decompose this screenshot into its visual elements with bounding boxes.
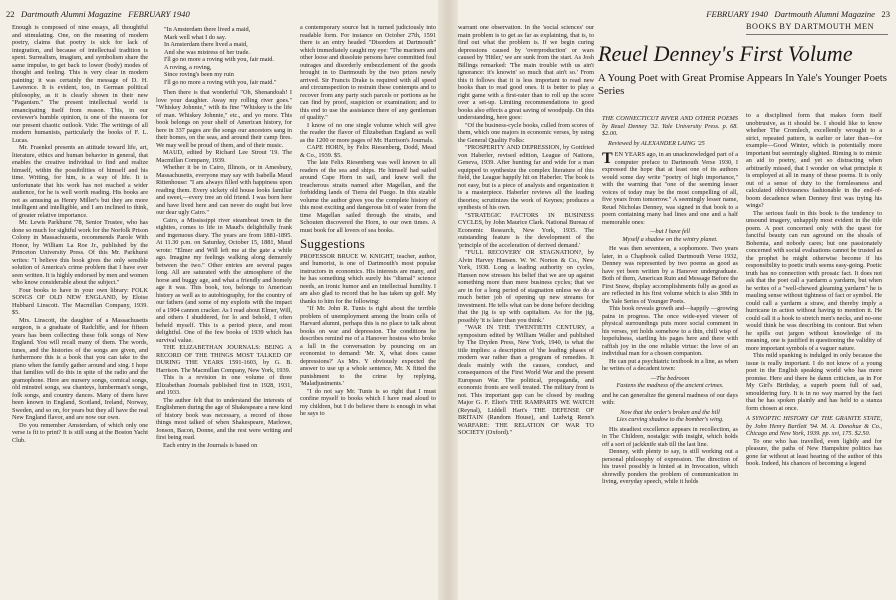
paragraph: "Of the business-cycle books, culled from scores of them, which one majors in economic verses, by using the General Quality Folks: <box>458 121 594 144</box>
reviewer-credit: Reviewed by ALEXANDER LAING '25 <box>608 139 705 147</box>
feature-title: Reuel Denney's First Volume <box>598 41 853 66</box>
feature-subtitle: A Young Poet with Great Promise Appears In Yale's Younger Poets Series <box>598 72 887 97</box>
paragraph: warrant one observation. In the 'social sciences' our main problem is to get as far as explaining, that is, to find out what the problem is. If we begin curing depressions caused by 'overproduction' or wars caused by 'Hitler,' we are sunk from the start. As Josh Billings remarked: 'The main trouble with us ain't ignorance: it's knowin' so much that ain't so.' From this it follows that it is less important to read new books than to read good ones. It is better to play a right game with a first-rater than to roll up the score over a set-up. Limiting recommendations to good books also effects a great saving of woodpulp. On this understanding, here goes: <box>458 24 594 121</box>
left-column-2 <box>156 24 292 594</box>
paragraph: This book reveals growth and—happily —growing pains in progress. The once wide-eyed viewer of physical surroundings puts more social comment in his verses, yet holds somehow to a thin, chill wisp of hopefulness, startling his pages here and there with raffish joy in the one reliable virtue: the love of an individual man for a chosen companion. <box>602 305 738 357</box>
paragraph: "WAR IN THE TWENTIETH CENTURY, a symposium edited by William Waller and published by The Dryden Press, New York, 1940, is what the title implies: a description of 'the leading phases of modern war rather than a program of remedies. It deals mainly with the causes, conduct, and consequences of the First World War and the present European War. The political, propaganda, and economic fronts are well treated. The military front is not. This important gap can be closed by reading Major G. F. Eliot's THE RAMPARTS WE WATCH (Reynal), Liddell Hart's THE DEFENSE OF BRITAIN (Random House), and Ludwig Renn's WARFARE: THE RELATION OF WAR TO SOCIETY (Oxford)." <box>458 324 594 436</box>
right-page <box>458 0 896 600</box>
paragraph: Mr. Lewis Parkhurst '78, Senior Trustee, who has done so much for sightful work for the Norfolk Prison Colony in Massachusetts, recommends Parole With Honor, by William La Roe Jr., published by the Princeton University Press. Of this Mr. Parkhurst writes: "I believe this book gives the only sensible solution of America's crime problem that I have ever seen written. It is highly endorsed by men and women who know considerable about the subject." <box>12 219 148 286</box>
section-heading: BOOKS BY DARTMOUTH MEN <box>746 22 888 35</box>
paragraph <box>602 151 738 226</box>
paragraph: This mild spanking is indulged in only because the issue is really important. I do not know of a young poet in the English speaking world who has more promise. Here and there he damn criticism, as in For My Girl's Birthday, a superb poem full of sad, smouldering fury. It is in no way marred by the fact that he has spoken plainly and has held to a stanza form chosen at once. <box>746 352 882 412</box>
paragraph: Then there is that wonderful "Oh, Shenandoah! I love your daughter. Away my rolling river goes." "Whiskey Johnnie," with its fine "Whiskey is the life of man. Whiskey Johnnie," etc., and yo more. This book belongs on your shelf of American history, for here in 337 pages are the songs our ancestors sang in their homes, on the seas, and around their camp fires. We may well be proud of them, and of their music. <box>156 89 292 149</box>
paragraph: The author felt that to understand the interests of Englishmen during the age of Shakespeare a new kind of history book was necessary, a record of those things most talked of when Shakespeare, Marlowe, Jonson, Bacon, Donne, and the rest were writing and first being read. <box>156 396 292 441</box>
running-head-left <box>6 9 190 19</box>
paragraph: "STRATEGIC FACTORS IN BUSINESS CYCLES, by John Maurice Clark. National Bureau of Economic Research, New York, 1935. The outstanding feature is the development of the 'principle of the acceleration of derived demand.' <box>458 211 594 249</box>
left-page <box>0 0 438 600</box>
running-head-right <box>706 9 890 19</box>
paragraph: Mrs. Linscott, the daughter of a Massachusetts surgeon, is a graduate of Radcliffe, and for fifteen years has been collecting these folk songs of New England. You will recall many of them. The words, tunes, and the histories of the songs are given, and furthermore this is a book that you can take to the piano when the family gather around and sing. I hope that families will do this in spite of the radio and the gramophone. Here are nursery songs, comical songs, old minstrel songs, sea chanteys, lumberman's songs, folk songs, and country dances. Many of them have been known in England, Scotland, Ireland, Norway, Sweden, and so on, for years but they all have the real New England flavor, and are now our own. <box>12 316 148 421</box>
paragraph: I know of no one single volume which will give the reader the flavor of Elizabethan England as well as the 1200 or more pages of Mr. Harrison's Journals. <box>300 121 436 144</box>
paragraph: This is a revision in one volume of three Elizabethan Journals published first in 1928, 1931, and 1933. <box>156 374 292 396</box>
paragraph: "PROSPERITY AND DEPRESSION, by Gottfried von Haberler, revised edition, League of Nations, Geneva, 1939. After hunting far and wide for a man equipped to synthesize the complex literature of this field, the League happily hit on Haberler. The book is not easy, but is a piece of analysis and organization it is a masterpiece. Haberler reviews all the leading theories; scrutinizes the work of Keynes; produces a synthesis of his own. <box>458 144 594 211</box>
right-column-1 <box>458 24 594 594</box>
magazine-title-right: Dartmouth Alumni Magazine <box>774 9 875 19</box>
paragraph: a contemporary source but is turned judiciously into readable form. For instance on October 27th, 1591 there is an entry headed "Disorders at Dartmouth" which immediately caught my eye: "The mariners and other loose and dissolute persons have committed foul outrages and disorderly embezzlement of the goods brought in to Dartmouth by the two prizes newly arrived. Sir Francis Drake is required with all speed and circumspection to restrain these contempts and to recover from any party such parcels or portions as he can find by proof, suspicion or examination; and to this end to use the assistance there of any gentleman of quality." <box>300 24 436 121</box>
paragraph: His steadiest excellence appears in recollection, as in The Children, nostalgic with insight, which holds off a sort of jackknife stab till the last line. <box>602 425 738 448</box>
paragraph: Mr. Fraenkel presents an attitude toward life, art, literature, ethics and human behavior in general, that enables the creative individual to find and realize himself, within the possibilities of himself and his time. Writing, for him, is a way of life. It is unfortunate that his work has not reached a wider audience, for he is well worth reading. His books are not as amusing as Henry Miller's but they are more intelligent and intelligible, and I am inclined to think, of greater relative importance. <box>12 144 148 219</box>
paragraph: He was then seventeen, a sophomore. Two years later, in a Chapbook called Dartmouth Verse 1932, Denney was represented by two poems as good as have yet been written by a Hanover undergraduate. Both of them, American Ruin and Message Before the First Snow, display accomplishments fully as good as are reflected in his first volume which is also 38th in the Yale Series of Younger Poets. <box>602 245 738 305</box>
book-listing: THE ELIZABETHAN JOURNALS: BEING A RECORD OF THE THINGS MOST TALKED OF DURING THE YEARS 1591-1603, by G. B. Harrison. The Macmillan Company, New York, 1939. <box>156 344 292 374</box>
issue-date-right: FEBRUARY 1940 <box>706 9 768 19</box>
paragraph: Whether it be in Cairo, Illinois, or in Amesbury, Massachusetts, everyone may say with Isabella Maud Rittenhouse: "I am always filled with happiness upon reading them. Every sickety old house looks familiar and sweet,—every tree an old friend. I was born here and have lived here and can never do ought but love our dear ugly Cairo." <box>156 164 292 216</box>
page-number-left: 22 <box>6 9 15 19</box>
left-column-3 <box>300 24 436 594</box>
paragraph-text: EN YEARS ago, in an unacknowledged part of a computer preface to Dartmouth Verse 1930, I expressed the hope that at least one of its authors would some day write "poetry of high importance," with the warning that "one of the seeming lesser voices of today may be the most compelling of all, five years from tomorrow." A seemingly lesser name, Reuel Nicholas Denney, was signed in that book to a poem containing many bad lines and one and a half memorable ones: <box>602 151 738 226</box>
poem-excerpt: —but I have fell Myself a shadow on the wintry planet. <box>622 228 718 243</box>
review-heading: THE CONNECTICUT RIVER AND OTHER POEMS by Reuel Denney '32. Yale University Press. p. 68. $2.00. <box>602 115 738 137</box>
left-column-1 <box>12 24 148 594</box>
gutter <box>438 0 458 600</box>
paragraph: Denney, with plenty to say, is still working out a personal philosophy of expression. The direction of his travel possibly is hinted at in Invocation, which shrewdly ponders the problem of communication in living, everyday speech, while it holds <box>602 448 738 485</box>
paragraph: The serious fault in this book is the tendency to unsound imagery, unhappily most evident in the title poem. A poet concerned only with the quest for fanciful beauty can run aground on the shoals of Bohemia, and nobody cares; but one passionately concerned with social evaluations cannot be trusted as the prophet he might otherwise become if his responsibility to poetic truth seems easy-going. Poetic truth has no connection with prosaic fact. It does not ask that the poet call a yardarm a yardarm, but when he writes of a "well-chewed gleaming yardarm" he is mauling sense without tightness of fact or symbol. He could call a yardarm a straw, and thereby imply a hurricane in action without having to mention it. He could call it a hook to stretch men's necks, and no-one would think he was describing its contour. But when he spills out jargon without knowledge of its meaning, one is justified in questioning the validity of more important symbols of a vaguer nature. <box>746 209 882 352</box>
book-listing: CAPE HORN, by Felix Riesenberg, Dodd, Mead & Co., 1939. $5. <box>300 144 436 159</box>
paragraph: to a disciplined form that makes form itself unobtrusive, as it should be. I should like to know whether The Cromlech, excellently wrought to a strict, repeated pattern, is earlier or later than—for example—Good Winter, which is potentially more important but seemingly slighted. Riming is to mimic an aid to poetry, and yet so distracting when arbitrarily missed, that I wonder on what principle it is employed at all in many of these poems. It is only out of a sense of duty to the formlessness and calculated obliviousness fashionable in the end-of-boom decadence when Denney first was trying his wings? <box>746 112 882 209</box>
paragraph: To one who has travelled, even lightly and for pleasure, the paths of New Hampshire politics has gone far without at least hearing of the author of this book. Indeed, his chances of becoming a legend <box>746 437 882 467</box>
paragraph: "FULL RECOVERY OR STAGNATION?, by Alvin Harvey Hansen. W. W. Norton & Co., New York, 1938. Long a leading authority on cycles, Hansen now stresses his belief that we are up against something more than mere business cycles; that we are in for a long period of stagnation unless we do a much better job of opening up new streams for investment. He tells what can be done before deciding that the jig is up with capitalism. As for the jig, possibly 'it is later than you think.' <box>458 249 594 324</box>
paragraph: He can put a psychiatric textbook in a line, as when he writes of a decadent town: <box>602 357 738 372</box>
verse-quote: "In Amsterdam there lived a maid, Mark well what I do say. In Amsterdam there lived a maid, And she was mistress of her trade. I'll go no more a roving with you, fair maid. A roving, a roving, Since roving's been my ruin I'll go no more a roving with you, fair maid." <box>164 26 277 86</box>
drop-cap: T <box>602 150 613 167</box>
magazine-title-left: Dartmouth Alumni Magazine <box>21 9 122 19</box>
poem-excerpt: Now that the order's broken and the hill Lies curving shadow to the bomber's wing. <box>616 408 724 423</box>
paragraph: Four books to have in your own library: FOLK SONGS OF OLD NEW ENGLAND, by Eloise Hubbard Linscott. The Macmillan Company, 1939. $5. <box>12 286 148 316</box>
poem-excerpt: —The bedroom Fastens the madness of the ancient crimes. <box>616 374 724 389</box>
review-heading: A SYNOPTIC HISTORY OF THE GRANITE STATE, by John Henry Bartlett '94. M. A. Donohue & Co., Chicago and New York, 1939. pp. xvi, 175. $2.50. <box>746 415 882 437</box>
right-column-3 <box>746 112 882 594</box>
right-column-2 <box>602 112 738 594</box>
issue-date-left: FEBRUARY 1940 <box>128 9 190 19</box>
paragraph: and he can generalize the general madness of our days with: <box>602 391 738 406</box>
paragraph: "If Mr. John R. Tunis is right about the terrible problem of unemployment among the brain cells of Harvard alumni, perhaps this is no place to talk about books on war and depression. The conditions he describes remind me of a Hanover hostess who broke a lull in the conversation by pouncing on an economist to demand: 'Mr. X, what does cause depressions?' As Mrs. Y obviously expected the answer to use up a whole sentence, Mr. X fitted the punishment to the crime by replying, 'Maladjustments.' <box>300 305 436 387</box>
paragraph: Each entry in the Journals is based on <box>163 441 258 449</box>
page-number-right: 23 <box>881 9 890 19</box>
book-listing: MAUD, edited by Richard Lee Strout '19. The Macmillan Company, 1939. <box>156 149 292 164</box>
suggestions-heading: Suggestions <box>300 236 366 251</box>
paragraph: PROFESSOR BRUCE W. KNIGHT, teacher, author, and humorist, is one of Dartmouth's most popular instructors in economics. His interests are many, and he has something which surely his "dismal" science needs, an ironic humor and an intellectual humility. I am also glad to record that he has taken up golf. My thanks to him for the following: <box>300 252 436 305</box>
paragraph: Cairo, a Mississippi river steamboat town in the eighties, comes to life in Maud's delightfully frank and ingenuous diary. The years are from 1881-1895. At 11.30 p.m. on Saturday, October 15, 1881, Maud wrote: "Elmer and Will left me at the gate a while ago. Imagine my feelings walking along demurely between the two." Other entries are several pages long. All are saturated with the atmosphere of the horse and buggy age, and what a friendly and homely age it was. This book, too, belongs to American history as well as to autobiography, for the country of our fathers (and some of my exploits with the impact of a 1904 cannon cracker. As I read about Elmer, Will, and others I shuddered, for lo and behold, I often beheld myself. This is a period piece, and most delightful. One of the few books of 1939 which has survival value. <box>156 216 292 344</box>
paragraph: Enough is composed of nine essays, all thoughtful and stimulating. One, on the meaning of modern poetry, claims that poetry is sick for lack of integration, and because of intellectual tradition is spent. Surrealism, imagism, and symbolism share the same impulse, to get back to lower (body) modes of thought and feeling. This is very clear in modern painting; it was certainly the message of D. H. Lawrence. It is evident, too, in German political philosophy, as it is clearly shown in their new "Paganism." The present intellectual world is emancipating itself from reason. This, in our reviewer's humble opinion, is one of the reasons for our present chaotic outlook. Vide: The writings of all modern humanists, particularly the books of F. L. Lucas. <box>12 24 148 144</box>
paragraph: The late Felix Riesenberg was well known to all readers of the sea and ships. He himself had sailed around Cape Horn in sail, and knew well the treacherous straits named after Magellan, and the forbidding lands of Tierra del Fuego. In this sizable volume the author gives you the complete history of this most exciting and dangerous bit of water from the time Magellan sailed through the straits, and Schouten discovered the Horn, to our own times. A must book for all lovers of sea books. <box>300 159 436 234</box>
paragraph: "I do not say Mr. Tunis is so right that I must confine myself to books which I have read aloud to my children, but I do believe there is enough in what he says to <box>300 387 436 417</box>
paragraph: Do you remember Amsterdam, of which only one verse is fit to print? It is still sung at the Boston Yacht Club. <box>12 421 148 444</box>
